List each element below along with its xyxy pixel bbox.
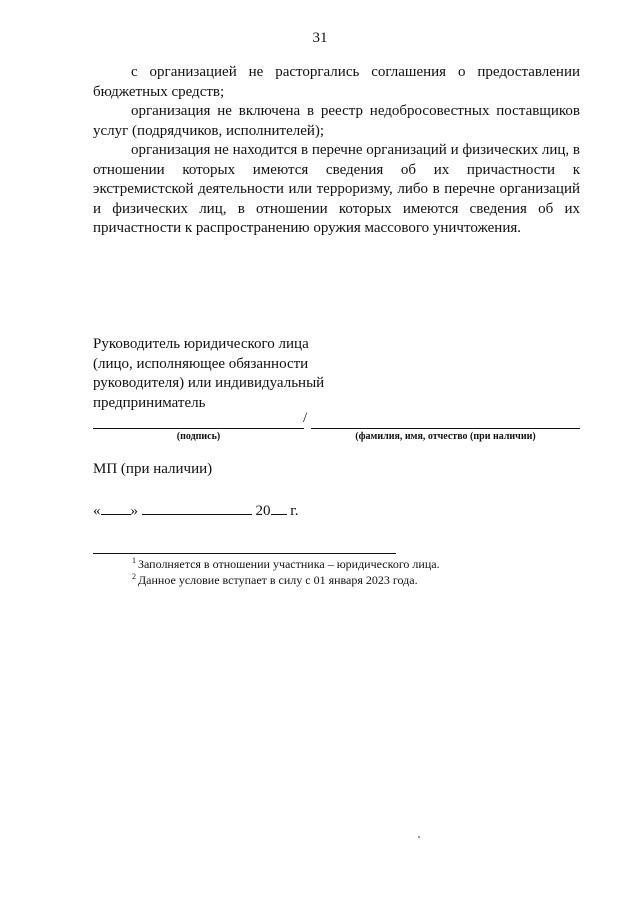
stamp-label: МП (при наличии)	[93, 461, 213, 477]
full-name-line	[311, 428, 580, 429]
month-blank	[142, 500, 252, 515]
footnote-mark: 2	[132, 572, 136, 581]
signature-caption: (подпись)	[176, 431, 221, 442]
day-blank	[101, 500, 131, 515]
footnote	[132, 556, 440, 572]
signature-line	[93, 428, 304, 429]
date-row	[93, 500, 298, 520]
footnote-separator	[93, 553, 396, 554]
paragraph-extremism-list: организация не находится в перечне организаций и физических лиц, в отношении которых имеются сведения об их причастности к экстремистской деятельности или терроризму, либо в перечне организаций и физических лиц, в отношении которых имеются сведения об их причастности к распространению оружия массового уничтожения.	[93, 142, 580, 236]
year-prefix: 20	[255, 503, 271, 519]
page-number: 31	[312, 30, 328, 46]
paragraph-budget-agreements: с организацией не расторгались соглашения о предоставлении бюджетных средств;	[93, 64, 580, 100]
signer-line: предприниматель	[93, 394, 206, 411]
signer-line: Руководитель юридического лица	[93, 336, 309, 352]
signer-line: руководителя) или индивидуальный	[93, 375, 325, 391]
date-close-quote: »	[130, 503, 138, 519]
paragraph-unscrupulous-registry: организация не включена в реестр недобросовестных поставщиков услуг (подрядчиков, исполнителей);	[93, 103, 580, 139]
footnote-mark: 1	[132, 556, 136, 565]
signer-line: (лицо, исполняющее обязанности	[93, 355, 309, 372]
footnote	[132, 572, 418, 588]
full-name-caption: (фамилия, имя, отчество (при наличии)	[355, 431, 536, 442]
scan-speck	[418, 836, 420, 838]
date-open-quote: «	[93, 503, 101, 519]
signature-separator: /	[303, 410, 308, 426]
year-blank	[271, 500, 287, 515]
footnote-text: Заполняется в отношении участника – юридического лица.	[138, 557, 440, 571]
footnote-text: Данное условие вступает в силу с 01 января 2023 года.	[138, 573, 418, 587]
year-suffix: г.	[290, 503, 299, 519]
signer-block	[93, 335, 353, 413]
